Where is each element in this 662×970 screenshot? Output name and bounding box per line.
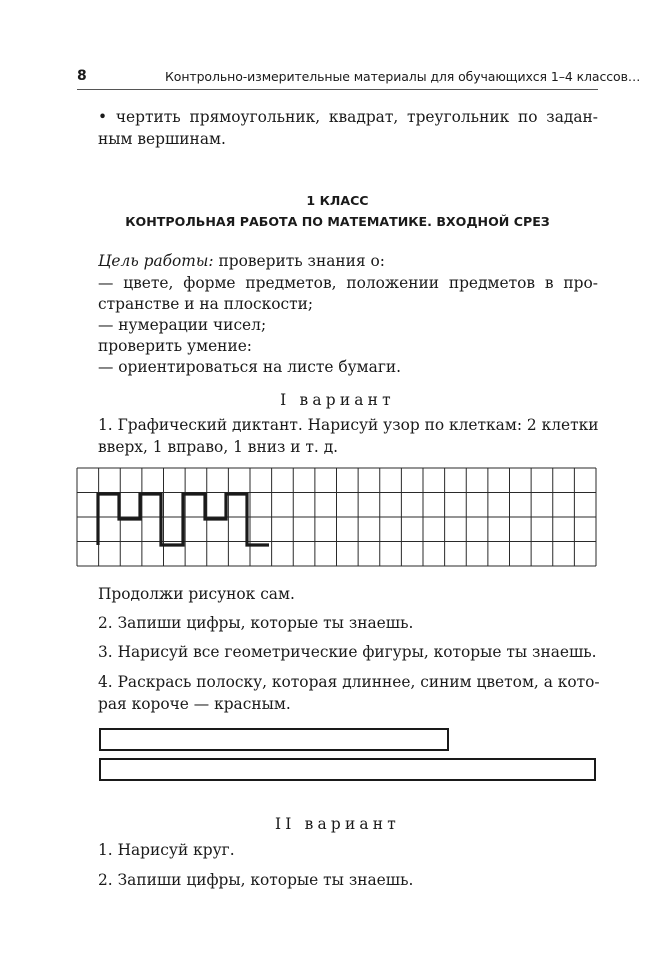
v2-task1: 1. Нарисуй круг. [98,841,235,859]
v1-task2: 2. Запиши цифры, которые ты знаешь. [98,614,414,632]
v1-continue: Продолжи рисунок сам. [98,585,295,603]
dictation-grid [77,468,596,566]
intro-line-2: ным вершинам. [98,130,226,148]
variant-2-title: II вариант [275,815,400,833]
grade-heading: 1 КЛАСС [306,193,369,208]
v1-task1-line1: 1. Графический диктант. Нарисуй узор по клеткам: 2 клетки [98,416,599,434]
page-number: 8 [77,68,87,84]
intro-line-1: • чертить прямоугольник, квадрат, треугольник по задан- [98,108,598,126]
section-title: КОНТРОЛЬНАЯ РАБОТА ПО МАТЕМАТИКЕ. ВХОДНОЙ СРЕЗ [125,214,550,229]
goal-item-4: проверить умение: [98,337,252,355]
variant-1-title: I вариант [280,391,395,409]
goal-item-1: — цвете, форме предметов, положении предметов в про- [98,274,598,292]
dictation-pattern [98,494,269,545]
goal-item-2: странстве и на плоскости; [98,295,314,313]
goal-text: проверить знания о: [213,252,385,270]
v1-task1-line2: вверх, 1 вправо, 1 вниз и т. д. [98,438,339,456]
v1-task4-line1: 4. Раскрась полоску, которая длиннее, синим цветом, а кото- [98,673,600,691]
v1-task4-line2: рая короче — красным. [98,695,291,713]
long-strip [100,759,595,780]
goal-label: Цель работы: [98,252,214,270]
short-strip [100,729,448,750]
goal-item-5: — ориентироваться на листе бумаги. [98,358,402,376]
goal-item-3: — нумерации чисел; [98,316,267,334]
v1-task3: 3. Нарисуй все геометрические фигуры, которые ты знаешь. [98,643,597,661]
v2-task2: 2. Запиши цифры, которые ты знаешь. [98,871,414,889]
running-title: Контрольно-измерительные материалы для обучающихся 1–4 классов… [165,69,641,84]
